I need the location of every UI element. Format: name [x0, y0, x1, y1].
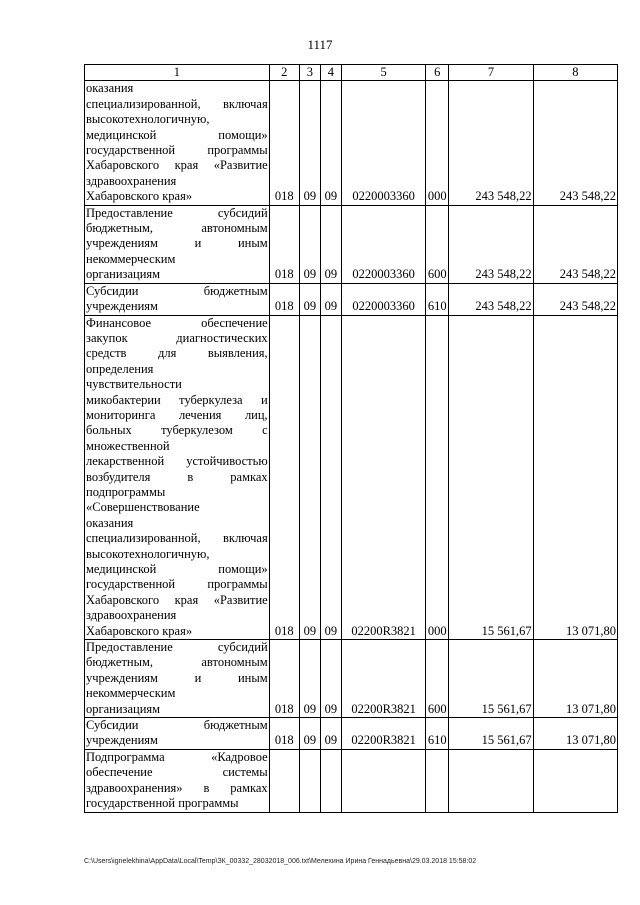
code-section: 09	[299, 283, 320, 315]
description-line: определения	[86, 361, 154, 376]
code-subsection: 09	[320, 81, 341, 205]
description-line: Финансовое обеспечение	[86, 315, 268, 330]
amount-col-7: 243 548,22	[449, 283, 533, 315]
description-line: обеспечение системы	[86, 765, 268, 780]
table-row	[85, 718, 618, 750]
description-line: высокотехнологичную,	[86, 112, 210, 127]
description-line: Хабаровского края»	[86, 189, 193, 204]
description-line: «Совершенствование	[86, 500, 200, 515]
header-col-7: 7	[449, 65, 533, 81]
description-line: Предоставление субсидий	[86, 640, 268, 655]
row-description	[85, 718, 270, 750]
code-type: 610	[426, 718, 449, 750]
code-type: 000	[426, 315, 449, 640]
code-type: 610	[426, 283, 449, 315]
amount-col-7	[449, 749, 533, 812]
description-line: специализированной, включая	[86, 531, 268, 546]
code-gov: 018	[269, 315, 299, 640]
code-type: 600	[426, 205, 449, 283]
description-line: чувствительности	[86, 377, 182, 392]
description-line: Хабаровского края «Развитие	[86, 158, 268, 173]
description-line: бюджетным, автономным	[86, 221, 268, 236]
row-description	[85, 283, 270, 315]
description-line: высокотехнологичную,	[86, 546, 210, 561]
description-line: больных туберкулезом с	[86, 423, 268, 438]
code-section: 09	[299, 315, 320, 640]
description-line: здравоохранения	[86, 608, 177, 623]
code-section: 09	[299, 718, 320, 750]
description-line: государственной программы	[86, 143, 268, 158]
amount-col-8	[533, 749, 617, 812]
code-target: 02200R3821	[341, 640, 425, 718]
code-section	[299, 749, 320, 812]
description-line: учреждениям и иным	[86, 236, 268, 251]
table-row	[85, 283, 618, 315]
description-line: организациям	[86, 267, 161, 282]
code-gov: 018	[269, 205, 299, 283]
code-gov: 018	[269, 640, 299, 718]
amount-col-8: 243 548,22	[533, 81, 617, 205]
code-gov: 018	[269, 718, 299, 750]
description-line: Субсидии бюджетным	[86, 718, 268, 733]
header-row	[85, 65, 618, 81]
table-row	[85, 315, 618, 640]
header-col-6: 6	[426, 65, 449, 81]
description-line: Подпрограмма «Кадровое	[86, 749, 268, 764]
amount-col-8: 243 548,22	[533, 283, 617, 315]
code-section: 09	[299, 81, 320, 205]
amount-col-8: 13 071,80	[533, 640, 617, 718]
code-target	[341, 749, 425, 812]
code-type	[426, 749, 449, 812]
table-body	[85, 81, 618, 812]
description-line: медицинской помощи»	[86, 562, 268, 576]
row-description	[85, 640, 270, 718]
header-col-3: 3	[299, 65, 320, 81]
description-line: оказания	[86, 81, 134, 96]
page-number: 1117	[307, 37, 333, 52]
header-col-1: 1	[85, 65, 270, 81]
code-target: 0220003360	[341, 205, 425, 283]
description-line: Предоставление субсидий	[86, 205, 268, 220]
amount-col-8: 243 548,22	[533, 205, 617, 283]
code-subsection: 09	[320, 315, 341, 640]
description-line: закупок диагностических	[86, 330, 268, 345]
footer-path: C:\Users\ignelekhina\AppData\Local\Temp\ЗК_00332_28032018_006.txt\Мелехина Ирина Геннадьевна\29.03.2018 15:58:02	[84, 858, 477, 865]
description-line: государственной программы	[86, 577, 268, 592]
amount-col-7: 243 548,22	[449, 81, 533, 205]
code-subsection: 09	[320, 283, 341, 315]
description-line: медицинской помощи»	[86, 127, 268, 142]
description-line: бюджетным, автономным	[86, 655, 268, 670]
description-line: организациям	[86, 701, 161, 716]
description-line: здравоохранения» в рамках	[86, 780, 268, 795]
row-description	[85, 315, 270, 640]
budget-table	[84, 64, 618, 813]
table-row	[85, 81, 618, 205]
table-row	[85, 205, 618, 283]
amount-col-7: 243 548,22	[449, 205, 533, 283]
row-description	[85, 749, 270, 812]
code-target: 0220003360	[341, 283, 425, 315]
code-subsection: 09	[320, 205, 341, 283]
code-target: 02200R3821	[341, 315, 425, 640]
code-type: 600	[426, 640, 449, 718]
amount-col-7: 15 561,67	[449, 640, 533, 718]
description-line: возбудителя в рамках	[86, 469, 268, 484]
description-line: Хабаровского края»	[86, 623, 193, 638]
description-line: государственной программы	[86, 796, 239, 811]
table-row	[85, 749, 618, 812]
description-line: лекарственной устойчивостью	[86, 454, 268, 469]
code-section: 09	[299, 205, 320, 283]
header-col-8: 8	[533, 65, 617, 81]
description-line: некоммерческим	[86, 686, 176, 701]
description-line: Субсидии бюджетным	[86, 283, 268, 298]
description-line: учреждениям	[86, 733, 158, 748]
description-line: Хабаровского края «Развитие	[86, 592, 268, 607]
header-col-5: 5	[341, 65, 425, 81]
code-gov	[269, 749, 299, 812]
header-col-2: 2	[269, 65, 299, 81]
code-subsection: 09	[320, 718, 341, 750]
amount-col-8: 13 071,80	[533, 718, 617, 750]
code-gov: 018	[269, 81, 299, 205]
amount-col-7: 15 561,67	[449, 718, 533, 750]
description-line: средств для выявления,	[86, 346, 268, 361]
amount-col-8: 13 071,80	[533, 315, 617, 640]
code-target: 02200R3821	[341, 718, 425, 750]
description-line: здравоохранения	[86, 173, 177, 188]
code-section: 09	[299, 640, 320, 718]
description-line: учреждениям	[86, 299, 158, 314]
code-gov: 018	[269, 283, 299, 315]
description-line: специализированной, включая	[86, 96, 268, 111]
description-line: некоммерческим	[86, 251, 176, 266]
code-type: 000	[426, 81, 449, 205]
description-line: учреждениям и иным	[86, 670, 268, 685]
header-col-4: 4	[320, 65, 341, 81]
code-subsection: 09	[320, 640, 341, 718]
table-row	[85, 640, 618, 718]
description-line: мониторинга лечения лиц,	[86, 407, 268, 422]
description-line: подпрограммы	[86, 484, 166, 499]
row-description	[85, 81, 270, 205]
description-line: множественной	[86, 438, 170, 453]
amount-col-7: 15 561,67	[449, 315, 533, 640]
code-subsection	[320, 749, 341, 812]
row-description	[85, 205, 270, 283]
description-line: микобактерии туберкулеза и	[86, 392, 268, 407]
code-target: 0220003360	[341, 81, 425, 205]
description-line: оказания	[86, 515, 134, 530]
